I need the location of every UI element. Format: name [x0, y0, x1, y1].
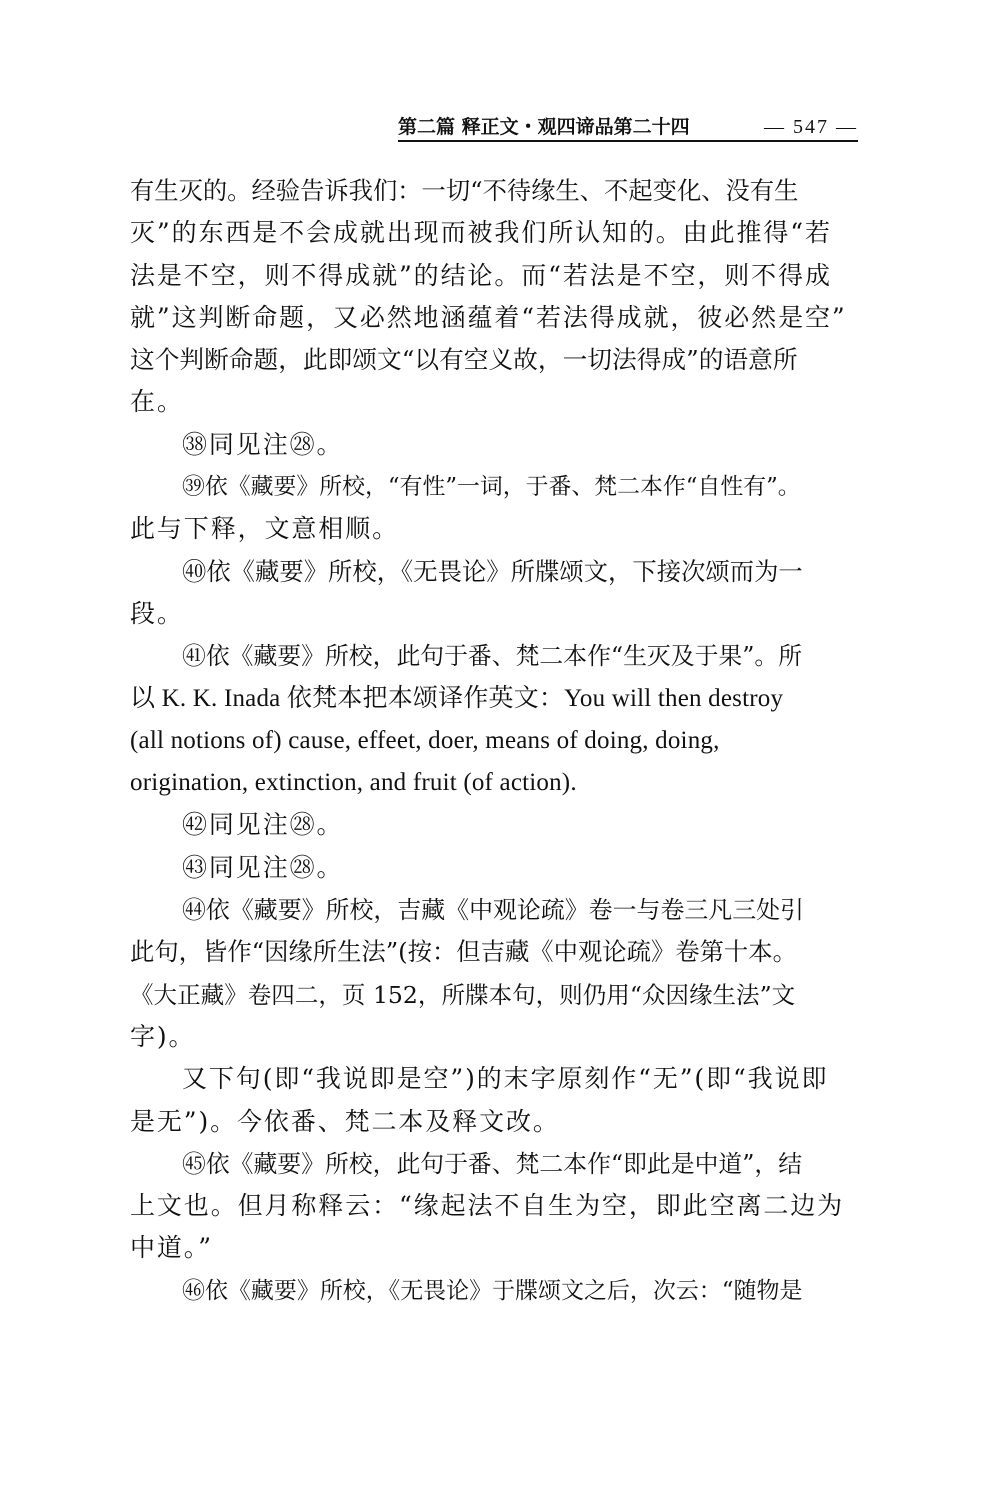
running-header — [398, 112, 858, 142]
paragraph — [130, 1270, 858, 1312]
text-line: ㊵依《藏要》所校，《无畏论》所牒颂文，下接次颂而为一 — [182, 556, 803, 586]
text-line: 《大正藏》卷四二，页 152，所牒本句，则仍用“众因缘生法”文 — [130, 980, 796, 1009]
paragraph — [130, 804, 858, 846]
paragraph — [130, 170, 858, 424]
text-line: ㊶依《藏要》所校，此句于番、梵二本作“生灭及于果”。所 — [182, 642, 803, 671]
text-line: ㊸同见注㉘。 — [182, 852, 344, 882]
text-line: 就”这判断命题，又必然地涵蕴着“若法得成就，彼必然是空” — [130, 302, 847, 332]
text-line: origination, extinction, and fruit (of action). — [130, 769, 577, 797]
text-line: 又下句(即“我说即是空”)的末字原刻作“无”(即“我说即 — [182, 1064, 829, 1094]
text-line: 法是不空，则不得成就”的结论。而“若法是不空，则不得成 — [130, 260, 832, 290]
text-line: ㊺依《藏要》所校，此句于番、梵二本作“即此是中道”，结 — [182, 1149, 803, 1178]
text-line: ㊴依《藏要》所校，“有性”一词，于番、梵二本作“自性有”。 — [182, 474, 801, 501]
paragraph — [130, 424, 858, 466]
text-line: 是无”)。今依番、梵二本及释文改。 — [130, 1106, 560, 1136]
text-line: (all notions of) cause, effeet, doer, means of doing, doing, — [130, 726, 720, 754]
text-line: 在。 — [130, 387, 184, 417]
paragraph — [130, 847, 858, 889]
paragraph — [130, 889, 858, 1058]
text-line: 中道。” — [130, 1233, 213, 1263]
text-line: 字)。 — [130, 1021, 196, 1051]
text-line: ㊹依《藏要》所校，吉藏《中观论疏》卷一与卷三凡三处引 — [182, 896, 804, 925]
text-line: 此句，皆作“因缘所生法”(按：但吉藏《中观论疏》卷第十本。 — [130, 937, 797, 967]
running-title: 第二篇 释正文・观四谛品第二十四 — [398, 116, 690, 138]
paragraph — [130, 551, 858, 636]
paragraph — [130, 466, 858, 551]
text-line: ㊻依《藏要》所校，《无畏论》于牒颂文之后，次云：“随物是 — [182, 1277, 803, 1304]
text-line: 以 K. K. Inada 依梵本把本颂译作英文：You will then destroy — [130, 684, 784, 712]
text-line: ㊳同见注㉘。 — [182, 429, 344, 459]
text-line: 上文也。但月称释云：“缘起法不自生为空，即此空离二边为 — [130, 1191, 845, 1221]
paragraph — [130, 1143, 858, 1270]
text-line: ㊷同见注㉘。 — [182, 810, 344, 840]
paragraph — [130, 635, 858, 804]
page-number: — 547 — — [764, 116, 858, 138]
text-line: 这个判断命题，此即颂文“以有空义故，一切法得成”的语意所 — [130, 345, 798, 375]
text-line: 灭”的东西是不会成就出现而被我们所认知的。由此推得“若 — [130, 218, 832, 248]
text-line: 此与下释，文意相顺。 — [130, 514, 400, 544]
page-body — [130, 170, 858, 1312]
paragraph — [130, 1058, 858, 1143]
text-line: 段。 — [130, 598, 184, 628]
text-line: 有生灭的。经验告诉我们：一切“不待缘生、不起变化、没有生 — [130, 176, 799, 205]
